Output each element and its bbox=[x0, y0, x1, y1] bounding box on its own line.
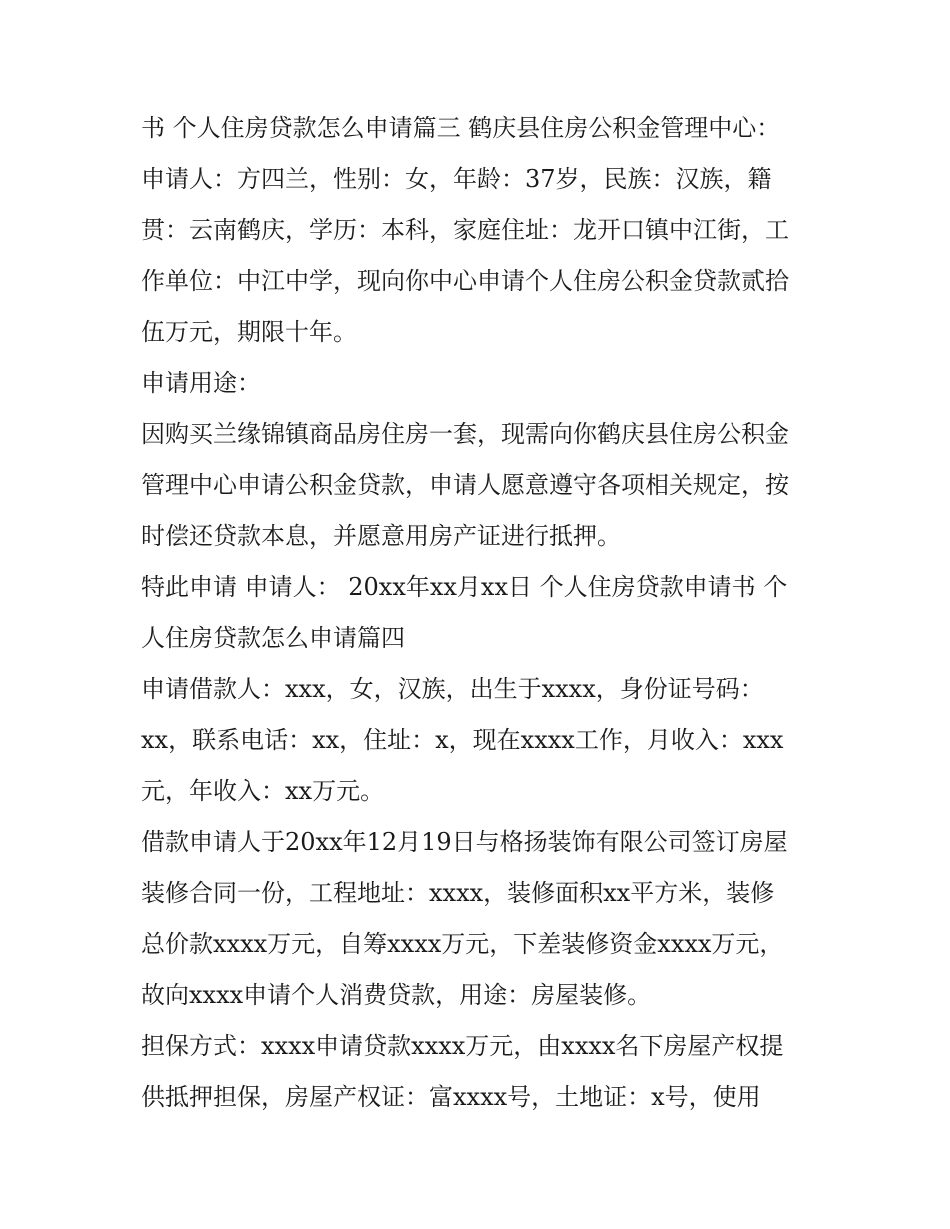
text-line-14: 元，年收入：xx万元。 bbox=[141, 777, 385, 805]
document-body bbox=[141, 103, 821, 1123]
text-line-11: 人住房贷款怎么申请篇四 bbox=[141, 624, 405, 652]
text-line-12: 申请借款人：xxx，女，汉族，出生于xxxx，身份证号码： bbox=[141, 675, 764, 703]
text-line-13: xx，联系电话：xx，住址：x，现在xxxx工作，月收入：xxx bbox=[141, 726, 784, 754]
text-line-3: 贯：云南鹤庆，学历：本科，家庭住址：龙开口镇中江街，工 bbox=[141, 216, 789, 244]
text-line-8: 管理中心申请公积金贷款，申请人愿意遵守各项相关规定，按 bbox=[141, 471, 789, 499]
text-line-7: 因购买兰缘锦镇商品房住房一套，现需向你鹤庆县住房公积金 bbox=[141, 420, 789, 448]
text-line-5: 伍万元，期限十年。 bbox=[141, 318, 357, 346]
text-line-2: 申请人：方四兰，性别：女，年龄：37岁，民族：汉族，籍 bbox=[141, 165, 772, 193]
text-line-19: 担保方式：xxxx申请贷款xxxx万元，由xxxx名下房屋产权提 bbox=[141, 1032, 784, 1060]
text-line-15: 借款申请人于20xx年12月19日与格扬装饰有限公司签订房屋 bbox=[141, 828, 788, 856]
text-line-9: 时偿还贷款本息，并愿意用房产证进行抵押。 bbox=[141, 522, 621, 550]
text-line-4: 作单位：中江中学，现向你中心申请个人住房公积金贷款贰拾 bbox=[141, 267, 789, 295]
text-line-17: 总价款xxxx万元，自筹xxxx万元，下差装修资金xxxx万元， bbox=[141, 930, 784, 958]
text-line-20: 供抵押担保，房屋产权证：富xxxx号，土地证：x号，使用 bbox=[141, 1083, 761, 1111]
text-line-16: 装修合同一份，工程地址：xxxx，装修面积xx平方米，装修 bbox=[141, 879, 775, 907]
text-line-18: 故向xxxx申请个人消费贷款，用途：房屋装修。 bbox=[141, 981, 652, 1009]
text-line-1: 书 个人住房贷款怎么申请篇三 鹤庆县住房公积金管理中心： bbox=[141, 114, 781, 142]
text-line-6: 申请用途： bbox=[141, 369, 261, 397]
text-line-10: 特此申请 申请人： 20xx年xx月xx日 个人住房贷款申请书 个 bbox=[141, 573, 788, 601]
